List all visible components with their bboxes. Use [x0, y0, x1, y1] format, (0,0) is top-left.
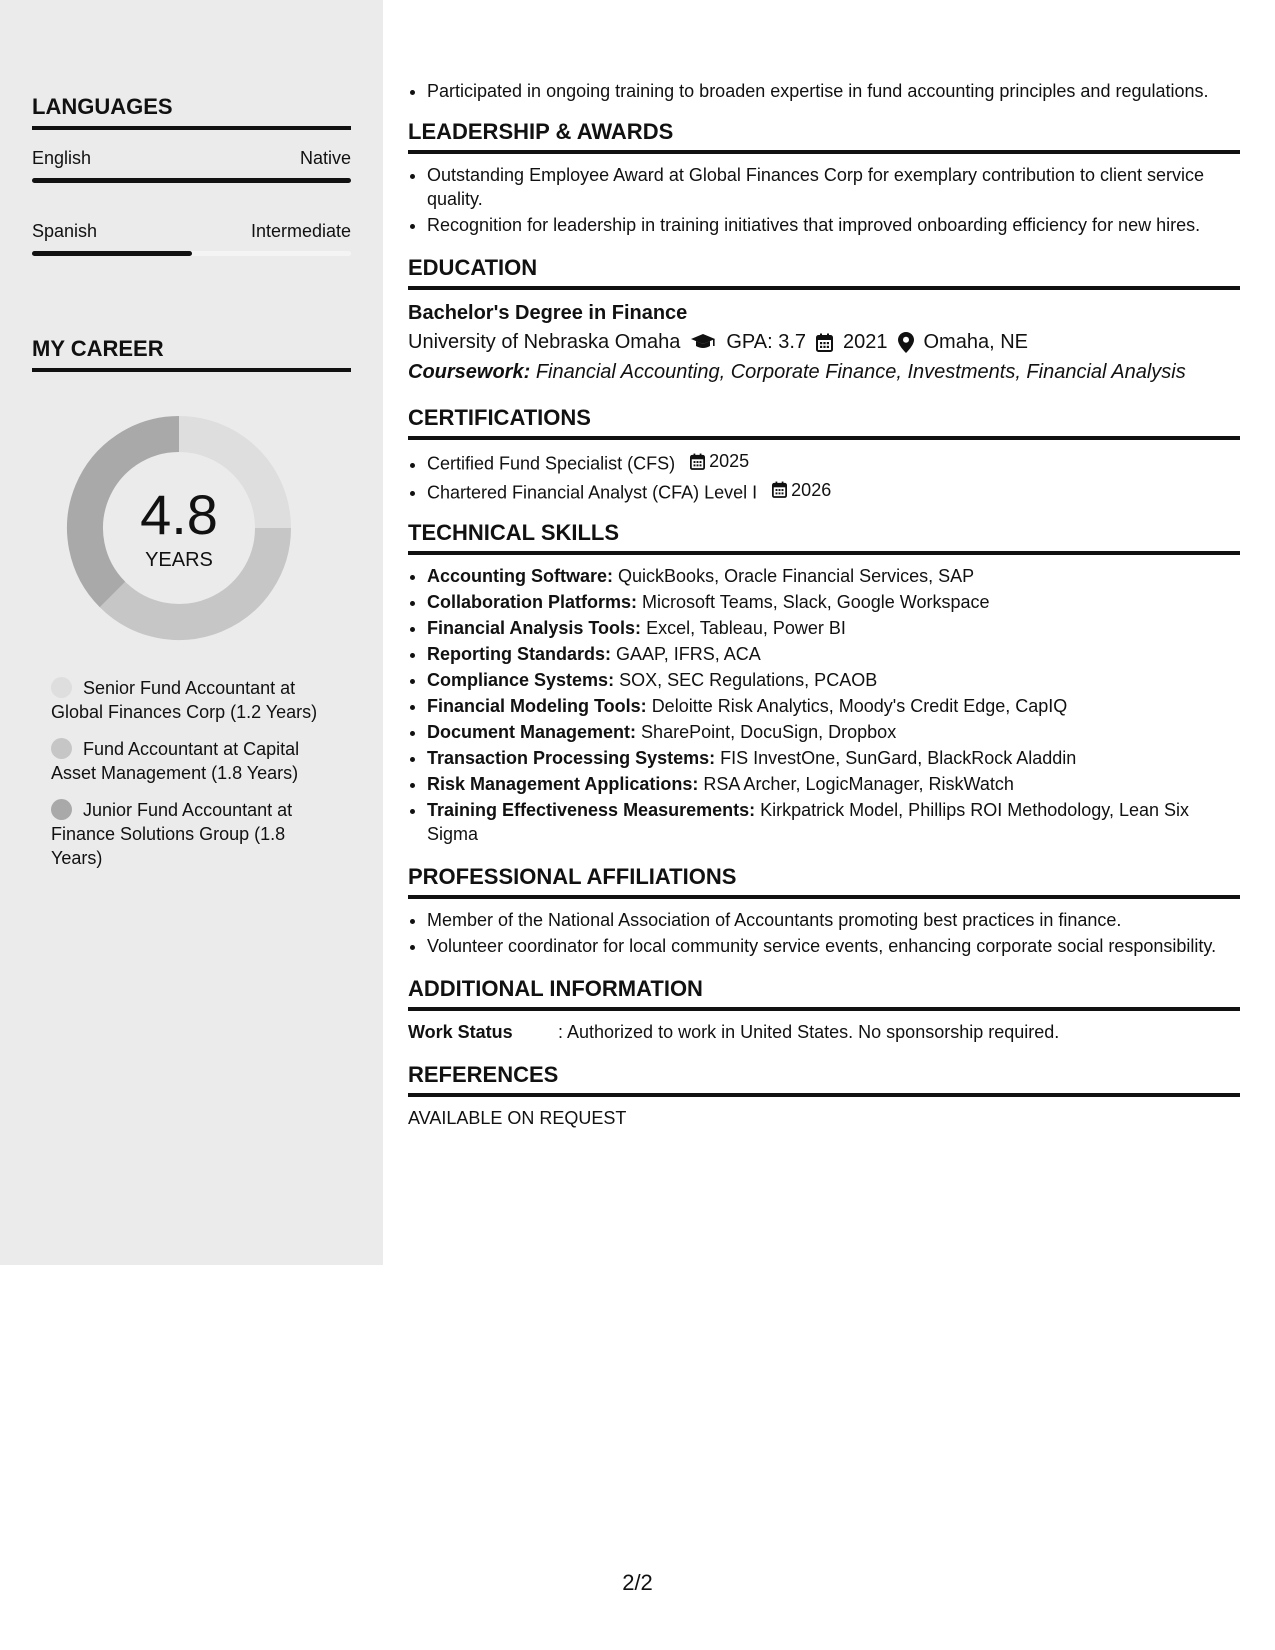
skill-item [427, 616, 1240, 640]
skill-value: Microsoft Teams, Slack, Google Workspace [642, 592, 990, 612]
list-item: • Recognition for leadership in training initiatives that improved onboarding efficiency for new hires. [427, 213, 1240, 237]
language-level: Intermediate [250, 221, 351, 241]
sidebar [0, 0, 383, 1265]
career-legend-item [51, 737, 336, 785]
language-proficiency-fill [32, 178, 351, 183]
skill-value: Excel, Tableau, Power BI [646, 618, 846, 638]
skill-label: Collaboration Platforms: [427, 592, 638, 612]
degree-title: Bachelor's Degree in Finance [408, 302, 688, 324]
calendar-icon [772, 481, 787, 498]
technical-skills-heading: TECHNICAL SKILLS [408, 520, 1240, 555]
career-legend [51, 676, 336, 883]
skill-item [427, 590, 1240, 614]
calendar-icon [690, 453, 705, 470]
skill-item [427, 798, 1240, 846]
languages-section [32, 94, 351, 256]
career-heading: MY CAREER [32, 336, 351, 372]
skill-label: Transaction Processing Systems: [427, 748, 716, 768]
career-donut-chart [66, 415, 292, 641]
career-role-label: Senior Fund Accountant at Global Finances Corp (1.2 Years) [51, 678, 318, 722]
legend-dot [51, 799, 72, 820]
skill-label: Reporting Standards: [427, 644, 612, 664]
skill-label: Financial Modeling Tools: [427, 696, 647, 716]
skill-value: Kirkpatrick Model, Phillips ROI Methodology, Lean Six Sigma [427, 800, 1189, 844]
legend-dot [51, 738, 72, 759]
skill-value: QuickBooks, Oracle Financial Services, SAP [618, 566, 975, 586]
language-item [32, 221, 351, 256]
skill-label: Document Management: [427, 722, 637, 742]
certification-year: 2026 [791, 479, 832, 500]
certifications-list [408, 449, 1240, 504]
calendar-icon [816, 333, 833, 352]
career-total-years: 4.8 [140, 483, 218, 546]
page-number: 2/2 [622, 1570, 653, 1595]
references-text: AVAILABLE ON REQUEST [408, 1108, 627, 1128]
legend-dot [51, 677, 72, 698]
career-role-label: Junior Fund Accountant at Finance Solutions Group (1.8 Years) [51, 800, 293, 868]
skill-label: Training Effectiveness Measurements: [427, 800, 756, 820]
language-proficiency-bar [32, 251, 351, 256]
experience-continued-list [408, 79, 1240, 103]
skill-value: FIS InvestOne, SunGard, BlackRock Aladdin [720, 748, 1077, 768]
certification-name: Chartered Financial Analyst (CFA) Level I [427, 482, 758, 502]
education-details [408, 327, 1240, 357]
list-item: • Member of the National Association of Accountants promoting best practices in finance. [427, 908, 1240, 932]
education-entry [408, 299, 1240, 387]
language-item [32, 148, 351, 183]
career-section [32, 336, 351, 372]
references-heading: REFERENCES [408, 1062, 1240, 1097]
certification-year: 2025 [709, 451, 750, 471]
career-years-unit: YEARS [145, 549, 213, 571]
skill-label: Risk Management Applications: [427, 774, 699, 794]
skill-value: RSA Archer, LogicManager, RiskWatch [703, 774, 1014, 794]
language-level: Native [299, 148, 351, 168]
location-pin-icon [898, 332, 914, 353]
additional-info-heading: ADDITIONAL INFORMATION [408, 976, 1240, 1011]
coursework [408, 357, 1240, 387]
language-name: Spanish [32, 221, 98, 241]
skill-value: Deloitte Risk Analytics, Moody's Credit Edge, CapIQ [651, 696, 1068, 716]
school-location: Omaha, NE [923, 331, 1028, 353]
coursework-label: Coursework: [408, 361, 531, 383]
skill-label: Accounting Software: [427, 566, 614, 586]
affiliations-heading: PROFESSIONAL AFFILIATIONS [408, 864, 1240, 899]
list-item: • Volunteer coordinator for local community service events, enhancing corporate social responsibility. [427, 934, 1240, 958]
coursework-list: Financial Accounting, Corporate Finance, Investments, Financial Analysis [535, 361, 1186, 383]
technical-skills-list [408, 564, 1240, 846]
main-content [408, 79, 1240, 1130]
skill-item [427, 746, 1240, 770]
skill-item [427, 642, 1240, 666]
career-legend-item [51, 676, 336, 724]
affiliations-list [408, 908, 1240, 958]
skill-item [427, 564, 1240, 588]
work-status-value: : Authorized to work in United States. No sponsorship required. [558, 1022, 1060, 1042]
work-status-label: Work Status [408, 1022, 513, 1042]
certification-name: Certified Fund Specialist (CFS) [427, 453, 676, 474]
leadership-heading: LEADERSHIP & AWARDS [408, 119, 1240, 154]
skill-value: SharePoint, DocuSign, Dropbox [641, 722, 897, 742]
school-name: University of Nebraska Omaha [408, 331, 681, 353]
skill-item [427, 668, 1240, 692]
work-status-row [408, 1020, 1240, 1044]
leadership-list [408, 163, 1240, 237]
career-legend-item [51, 798, 336, 870]
graduation-year: 2021 [843, 331, 888, 353]
skill-label: Compliance Systems: [427, 670, 615, 690]
career-role-label: Fund Accountant at Capital Asset Management (1.8 Years) [51, 739, 300, 783]
language-proficiency-fill [32, 251, 192, 256]
list-item: • Outstanding Employee Award at Global Finances Corp for exemplary contribution to client service quality. [427, 163, 1240, 211]
list-item [427, 449, 1240, 476]
skill-label: Financial Analysis Tools: [427, 618, 642, 638]
languages-heading: LANGUAGES [32, 94, 351, 130]
gpa: GPA: 3.7 [726, 331, 806, 353]
language-name: English [32, 148, 92, 168]
graduation-cap-icon [690, 333, 716, 351]
skill-value: SOX, SEC Regulations, PCAOB [619, 670, 878, 690]
skill-item [427, 720, 1240, 744]
language-proficiency-bar [32, 178, 351, 183]
list-item: • Participated in ongoing training to broaden expertise in fund accounting principles and regulations. [427, 79, 1240, 103]
certifications-heading: CERTIFICATIONS [408, 405, 1240, 440]
education-heading: EDUCATION [408, 255, 1240, 290]
skill-value: GAAP, IFRS, ACA [616, 644, 761, 664]
skill-item [427, 694, 1240, 718]
skill-item [427, 772, 1240, 796]
list-item [427, 478, 1240, 505]
